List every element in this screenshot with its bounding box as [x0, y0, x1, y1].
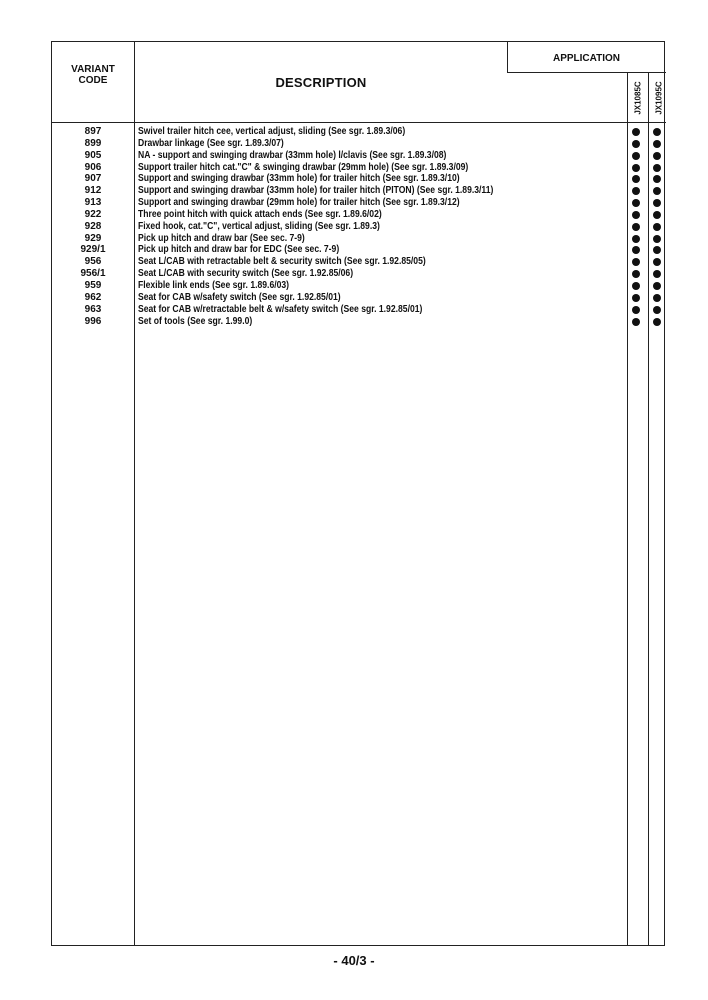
- variant-code: 922: [84, 208, 102, 220]
- variant-code-line-1: VARIANT: [71, 64, 115, 75]
- table-row: [52, 304, 666, 316]
- application-dot-jx1085c: [632, 318, 640, 326]
- application-dot-jx1095c: [653, 187, 661, 195]
- application-dot-jx1095c: [653, 306, 661, 314]
- variant-description: Support trailer hitch cat."C" & swinging drawbar (29mm hole) (See sgr. 1.89.3/09): [138, 161, 469, 173]
- variant-description: Seat L/CAB with retractable belt & security switch (See sgr. 1.92.85/05): [138, 256, 426, 268]
- application-dot-jx1095c: [653, 235, 661, 243]
- variant-description: Set of tools (See sgr. 1.99.0): [138, 315, 253, 327]
- variant-code: 906: [84, 161, 102, 173]
- application-dot-jx1085c: [632, 199, 640, 207]
- variant-description: Seat for CAB w/safety switch (See sgr. 1.92.85/01): [138, 291, 341, 303]
- table-row: [52, 150, 666, 162]
- variant-code: 912: [84, 185, 102, 197]
- model-label-1: JX1085C: [633, 81, 643, 115]
- variant-code-header: [52, 64, 134, 86]
- application-dot-jx1095c: [653, 211, 661, 219]
- application-dot-jx1085c: [632, 175, 640, 183]
- table-row: [52, 244, 666, 256]
- application-dot-jx1095c: [653, 152, 661, 160]
- variant-code: 905: [84, 149, 102, 161]
- variant-description: Flexible link ends (See sgr. 1.89.6/03): [138, 279, 290, 291]
- variant-code: 907: [84, 173, 102, 185]
- variant-description: Seat for CAB w/retractable belt & w/safety switch (See sgr. 1.92.85/01): [138, 303, 423, 315]
- application-dot-jx1095c: [653, 270, 661, 278]
- variant-code: 928: [84, 220, 102, 232]
- application-dot-jx1085c: [632, 152, 640, 160]
- application-dot-jx1095c: [653, 164, 661, 172]
- variant-code: 959: [84, 279, 102, 291]
- variant-code: 956/1: [80, 268, 106, 280]
- application-underline: [507, 72, 666, 73]
- application-dot-jx1085c: [632, 246, 640, 254]
- application-header: APPLICATION: [552, 53, 621, 64]
- variant-code-line-2: CODE: [78, 75, 108, 86]
- table-row: [52, 126, 666, 138]
- parts-table: [51, 41, 665, 946]
- table-row: [52, 233, 666, 245]
- table-row: [52, 185, 666, 197]
- table-row: [52, 268, 666, 280]
- variant-description: Drawbar linkage (See sgr. 1.89.3/07): [138, 137, 284, 149]
- application-dot-jx1095c: [653, 318, 661, 326]
- variant-description: Three point hitch with quick attach ends (See sgr. 1.89.6/02): [138, 208, 382, 220]
- model-header-1: [628, 76, 648, 120]
- application-dot-jx1085c: [632, 211, 640, 219]
- application-dot-jx1095c: [653, 175, 661, 183]
- table-row: [52, 173, 666, 185]
- model-label-2: JX1095C: [654, 81, 664, 115]
- application-dot-jx1095c: [653, 258, 661, 266]
- application-dot-jx1095c: [653, 282, 661, 290]
- table-row: [52, 256, 666, 268]
- variant-code: 996: [84, 315, 102, 327]
- application-dot-jx1085c: [632, 294, 640, 302]
- application-dot-jx1095c: [653, 294, 661, 302]
- application-dot-jx1085c: [632, 164, 640, 172]
- application-dot-jx1085c: [632, 235, 640, 243]
- table-row: [52, 197, 666, 209]
- variant-description: Pick up hitch and draw bar for EDC (See sec. 7-9): [138, 244, 340, 256]
- table-row: [52, 138, 666, 150]
- variant-description: Swivel trailer hitch cee, vertical adjust, sliding (See sgr. 1.89.3/06): [138, 126, 406, 137]
- variant-description: Support and swinging drawbar (33mm hole) for trailer hitch (See sgr. 1.89.3/10): [138, 173, 460, 185]
- variant-code: 897: [84, 126, 102, 137]
- table-row: [52, 209, 666, 221]
- model-header-2: [649, 76, 669, 120]
- page-number: - 40/3 -: [333, 953, 375, 968]
- application-dot-jx1095c: [653, 223, 661, 231]
- header-bottom-line: [52, 122, 666, 123]
- variant-code: 899: [84, 137, 102, 149]
- application-dot-jx1085c: [632, 270, 640, 278]
- variant-code: 962: [84, 291, 102, 303]
- variant-description: Seat L/CAB with security switch (See sgr. 1.92.85/06): [138, 268, 354, 280]
- variant-code: 956: [84, 256, 102, 268]
- application-dot-jx1085c: [632, 187, 640, 195]
- variant-code: 963: [84, 303, 102, 315]
- application-dot-jx1095c: [653, 246, 661, 254]
- variant-description: Support and swinging drawbar (29mm hole) for trailer hitch (See sgr. 1.89.3/12): [138, 197, 460, 209]
- table-body: [52, 126, 666, 327]
- table-row: [52, 221, 666, 233]
- application-dot-jx1085c: [632, 223, 640, 231]
- table-row: [52, 280, 666, 292]
- variant-description: NA - support and swinging drawbar (33mm hole) l/clavis (See sgr. 1.89.3/08): [138, 149, 447, 161]
- description-header: DESCRIPTION: [275, 75, 367, 90]
- variant-description: Pick up hitch and draw bar (See sec. 7-9): [138, 232, 305, 244]
- variant-description: Fixed hook, cat."C", vertical adjust, sliding (See sgr. 1.89.3): [138, 220, 380, 232]
- table-row: [52, 316, 666, 328]
- table-row: [52, 292, 666, 304]
- application-dot-jx1095c: [653, 128, 661, 136]
- application-dot-jx1085c: [632, 128, 640, 136]
- application-dot-jx1085c: [632, 258, 640, 266]
- variant-code: 913: [84, 197, 102, 209]
- application-dot-jx1085c: [632, 306, 640, 314]
- application-dot-jx1095c: [653, 199, 661, 207]
- table-row: [52, 162, 666, 174]
- variant-code: 929/1: [80, 244, 106, 256]
- application-dot-jx1095c: [653, 140, 661, 148]
- variant-description: Support and swinging drawbar (33mm hole) for trailer hitch (PITON) (See sgr. 1.89.3/11): [138, 185, 494, 197]
- application-dot-jx1085c: [632, 282, 640, 290]
- variant-code: 929: [84, 232, 102, 244]
- application-dot-jx1085c: [632, 140, 640, 148]
